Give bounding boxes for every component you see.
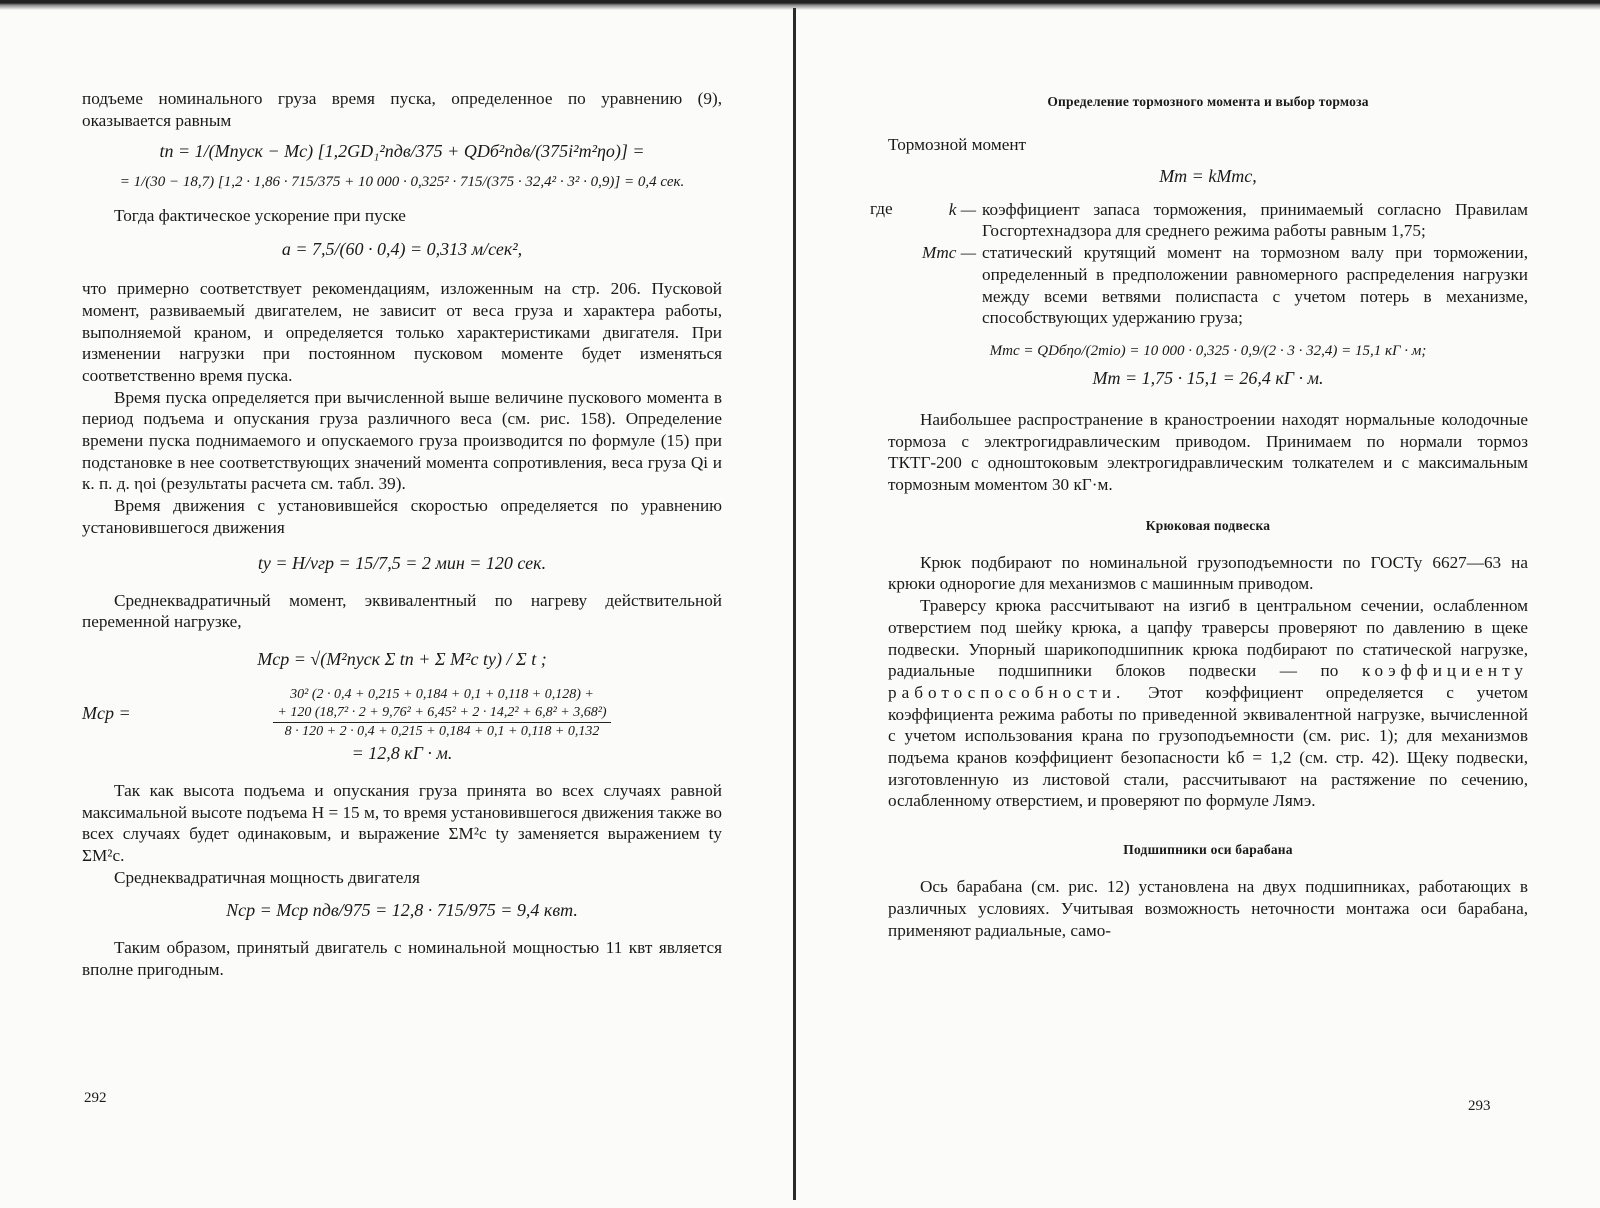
equation-static-moment: Mтc = QDбηo/(2miо) = 10 000 · 0,325 · 0,9/(2 · 3 · 32,4) = 15,1 кГ · м; bbox=[989, 342, 1427, 359]
equation-numerator-line-2: + 120 (18,7² · 2 + 9,76² + 6,45² + 2 · 14,2² + 6,8² + 3,68²) bbox=[277, 704, 607, 720]
section-heading: Определение тормозного момента и выбор тормоза bbox=[1047, 94, 1369, 109]
equation-brake-moment: Mт = kMтc, bbox=[1159, 165, 1257, 186]
equation-numerator-line-1: 30² (2 · 0,4 + 0,215 + 0,184 + 0,1 + 0,118 + 0,128) + bbox=[290, 686, 594, 702]
paragraph: Наибольшее распространение в краностроении находят нормальные колодочные тормоза с электрогидравлическим приводом. Принимаем по нормали тормоз ТКТГ-200 с одноштоковым электрогидравлическим толкателем и с максимальным тормозным моментом 30 кГ·м. bbox=[888, 409, 1528, 495]
book-spine bbox=[793, 8, 796, 1200]
where-label: где bbox=[870, 198, 893, 218]
page-number-right: 293 bbox=[1468, 1098, 1491, 1114]
definition-term: Mтc — bbox=[922, 243, 976, 263]
definition-term: k — bbox=[948, 199, 976, 219]
paragraph: Ось барабана (см. рис. 12) установлена на двух подшипниках, работающих в различных условиях. Учитывая возможность неточности монтажа оси барабана, применяют радиальные, само- bbox=[888, 877, 1528, 940]
paragraph: Крюк подбирают по номинальной грузоподъемности по ГОСТу 6627—63 на крюки однорогие для механизмов с машинным приводом. bbox=[888, 552, 1528, 594]
paragraph bbox=[888, 595, 1528, 812]
paragraph: что примерно соответствует рекомендациям, изложенным на стр. 206. Пусковой момент, развиваемый двигателем, не зависит от веса груза и характера работы, выполняемой краном, и определяется только характеристиками двигателя. При изменении нагрузки при постоянном пусковом моменте будет изменяться соответственно время пуска. bbox=[82, 279, 722, 385]
paragraph-part: Этот коэффициент определяется с учетом коэффициента режима работы по приведенной эквивалентной нагрузке, вычисленной с учетом использования крана по грузоподъемности (см. рис. 1); для механизмов подъема кранов коэффициент безопасности kб = 1,2 (см. стр. 42). Щеку подвески, изготовленную из листовой стали, рассчитывают на растяжение по сечению, ослабленному отверстием, и проверяют по формуле Лямэ. bbox=[888, 682, 1528, 811]
definition-list bbox=[870, 198, 1528, 329]
paragraph-part: Траверсу крюка рассчитывают на изгиб в центральном сечении, ослабленном отверстием под шейку крюка, а цапфу траверсы проверяют по давлению в щеке подвески. Упорный шарикоподшипник крюка подбирают по статической нагрузке, радиальные подшипники блоков подвески — по bbox=[888, 596, 1528, 681]
paragraph: Тормозной момент bbox=[888, 135, 1027, 154]
equation-steady-time: tу = H/vгр = 15/7,5 = 2 мин = 120 сек. bbox=[257, 552, 547, 573]
paragraph: Так как высота подъема и опускания груза принята во всех случаях равной максимальной высоте подъема H = 15 м, то время установившегося движения также во всех случаях будет одинаковым, и выражение ΣM²c tу заменяется выражением tу ΣM²c. bbox=[82, 780, 722, 866]
equation-denominator: 8 · 120 + 2 · 0,4 + 0,215 + 0,184 + 0,1 + 0,118 + 0,132 bbox=[284, 723, 600, 739]
paragraph: Среднеквадратичная мощность двигателя bbox=[114, 867, 420, 887]
equation-start-time-2: = 1/(30 − 18,7) [1,2 · 1,86 · 715/375 + 10 000 · 0,325² · 715/(375 · 32,4² · 3² · 0,9)] = 0,4 сек. bbox=[119, 174, 685, 191]
top-page-edge bbox=[0, 0, 1600, 10]
equation-acceleration: a = 7,5/(60 · 0,4) = 0,313 м/сек², bbox=[281, 239, 523, 260]
page-number-left: 292 bbox=[84, 1090, 107, 1106]
equation-lhs: Mср = bbox=[82, 702, 131, 723]
section-heading: Крюковая подвеска bbox=[1145, 517, 1271, 533]
definition-text: коэффициент запаса торможения, принимаемый согласно Правилам Госгортехнадзора для среднего режима работы равным 1,75; bbox=[982, 199, 1528, 241]
left-page bbox=[82, 88, 722, 981]
definition-item bbox=[888, 242, 1528, 329]
equation-start-time-1: tп = 1/(Mпуск − Mc) [1,2GD₁²nдв/375 + QDб²nдв/(375i²m²ηo)] = bbox=[159, 141, 645, 162]
paragraph: Тогда фактическое ускорение при пуске bbox=[114, 206, 406, 226]
paragraph: Время движения с установившейся скоростью определяется по уравнению установившегося движения bbox=[82, 496, 722, 537]
right-page bbox=[870, 88, 1529, 941]
paragraph: Таким образом, принятый двигатель с номинальной мощностью 11 квт является вполне пригодным. bbox=[82, 938, 722, 980]
equation-rms-power: Nср = Mср nдв/975 = 12,8 · 715/975 = 9,4 квт. bbox=[226, 900, 578, 921]
spaced-emphasis: коэффициенту работоспособности. bbox=[888, 661, 1529, 702]
equation-brake-moment-value: Mт = 1,75 · 15,1 = 26,4 кГ · м. bbox=[1092, 367, 1324, 388]
paragraph: Среднеквадратичный момент, эквивалентный по нагреву действительной переменной нагрузке, bbox=[82, 590, 722, 632]
equation-rms-moment-1: Mср = √(M²пуск Σ tп + Σ M²c tу) / Σ t ; bbox=[257, 648, 547, 669]
paragraph: Время пуска определяется при вычисленной выше величине пускового момента в период подъема и опускания груза различного веса (см. рис. 158). Определение времени пуска поднимаемого и опускаемого груза производится по формуле (15) при подстановке в нее соответствующих значений момента сопротивления, веса груза Qi и к. п. д. ηoi (результаты расчета см. табл. 39). bbox=[82, 387, 722, 494]
definition-text: статический крутящий момент на тормозном валу при торможении, определенный в предположении равномерного распределения нагрузки между всеми ветвями полиспаста с учетом потерь в механизме, способствующих удержанию груза; bbox=[982, 243, 1528, 328]
section-heading: Подшипники оси барабана bbox=[1123, 842, 1293, 858]
paragraph: подъеме номинального груза время пуска, определенное по уравнению (9), оказывается равным bbox=[82, 89, 722, 130]
definition-item bbox=[888, 199, 1528, 242]
equation-rms-moment-2 bbox=[82, 686, 722, 741]
equation-rms-moment-result: = 12,8 кГ · м. bbox=[351, 742, 453, 763]
